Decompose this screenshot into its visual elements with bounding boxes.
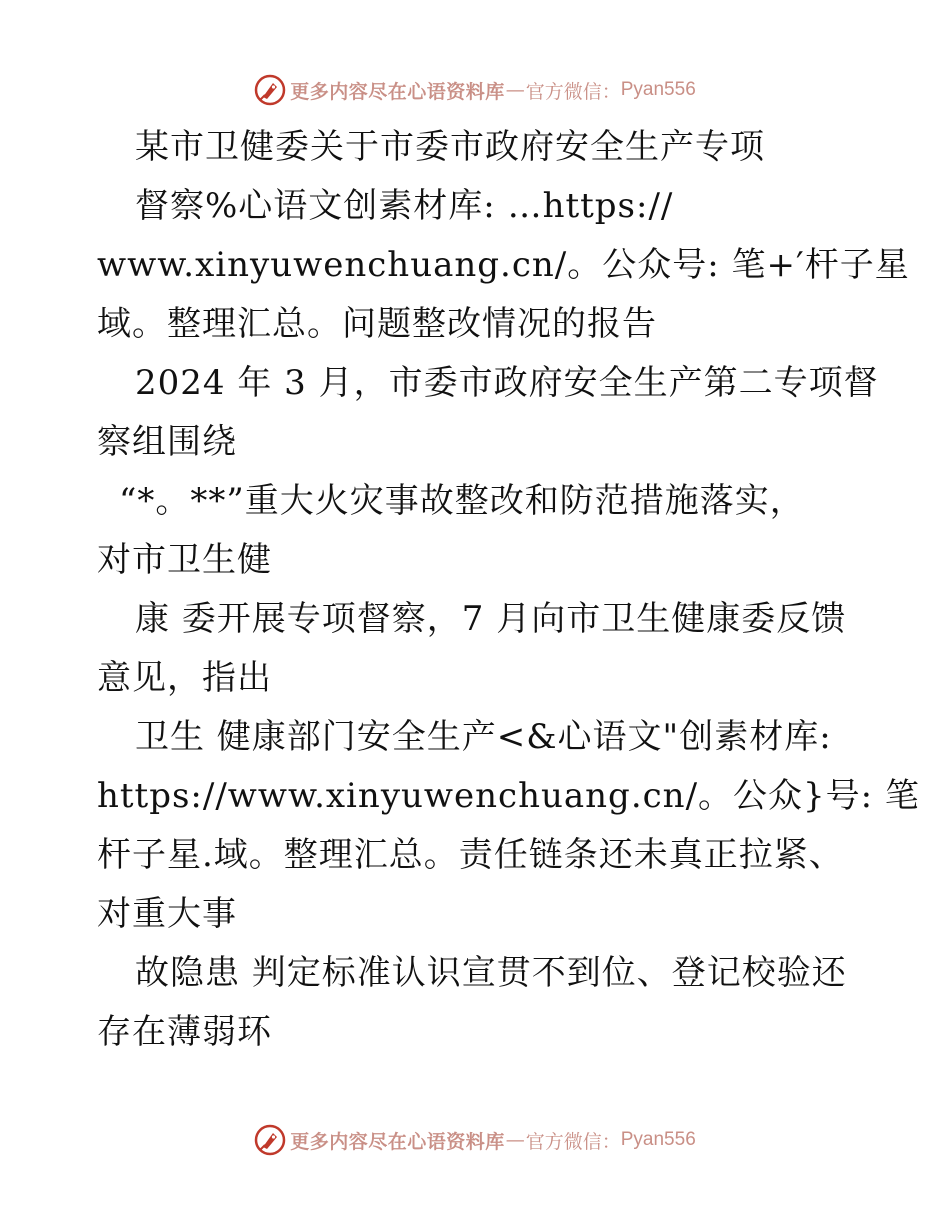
doc-line: “*。**”重大火灾事故整改和防范措施落实， xyxy=(119,481,805,521)
doc-line: 对重大事 xyxy=(97,894,237,934)
doc-line: 杆子星.域。整理汇总。责任链条还未真正拉紧、 xyxy=(97,835,844,875)
banner-dash: — xyxy=(505,79,525,101)
doc-line: 故隐患 判定标准认识宣贯不到位、登记校验还 xyxy=(135,953,847,993)
doc-line: www.xinyuwenchuang.cn/。公众号: 笔+′杆子星 xyxy=(97,245,910,285)
banner-wechat-label: 官方微信： xyxy=(525,1130,621,1153)
doc-line: 对市卫生健 xyxy=(97,540,272,580)
banner-slogan: 更多内容尽在心语资料库 xyxy=(290,80,505,103)
header-watermark-banner xyxy=(0,70,950,110)
doc-line: 存在薄弱环 xyxy=(97,1012,272,1052)
pen-nib-logo-icon xyxy=(254,74,286,106)
doc-line: 康 委开展专项督察，7 月向市卫生健康委反馈 xyxy=(135,599,847,639)
doc-line: 域。整理汇总。问题整改情况的报告 xyxy=(97,304,657,344)
doc-line: 2024 年 3 月，市委市政府安全生产第二专项督 xyxy=(135,363,879,403)
doc-line: 卫生 健康部门安全生产<&心语文"创素材库: xyxy=(135,717,832,757)
banner-wechat-label: 官方微信： xyxy=(525,80,621,103)
doc-line: 察组围绕 xyxy=(97,422,237,462)
banner-wechat-id: Pyan556 xyxy=(620,1129,696,1150)
doc-line: 意见，指出 xyxy=(97,658,272,698)
banner-slogan: 更多内容尽在心语资料库 xyxy=(290,1130,505,1153)
pen-nib-logo-icon xyxy=(254,1124,286,1156)
doc-line: 某市卫健委关于市委市政府安全生产专项 xyxy=(135,127,765,167)
doc-line: https://www.xinyuwenchuang.cn/。公众}号: 笔 xyxy=(97,776,920,816)
banner-wechat-id: Pyan556 xyxy=(620,79,696,100)
banner-dash: — xyxy=(505,1129,525,1151)
doc-line: 督察%心语文创素材库: …https:// xyxy=(135,186,674,226)
document-body xyxy=(97,118,920,1062)
footer-watermark-banner xyxy=(0,1120,950,1160)
